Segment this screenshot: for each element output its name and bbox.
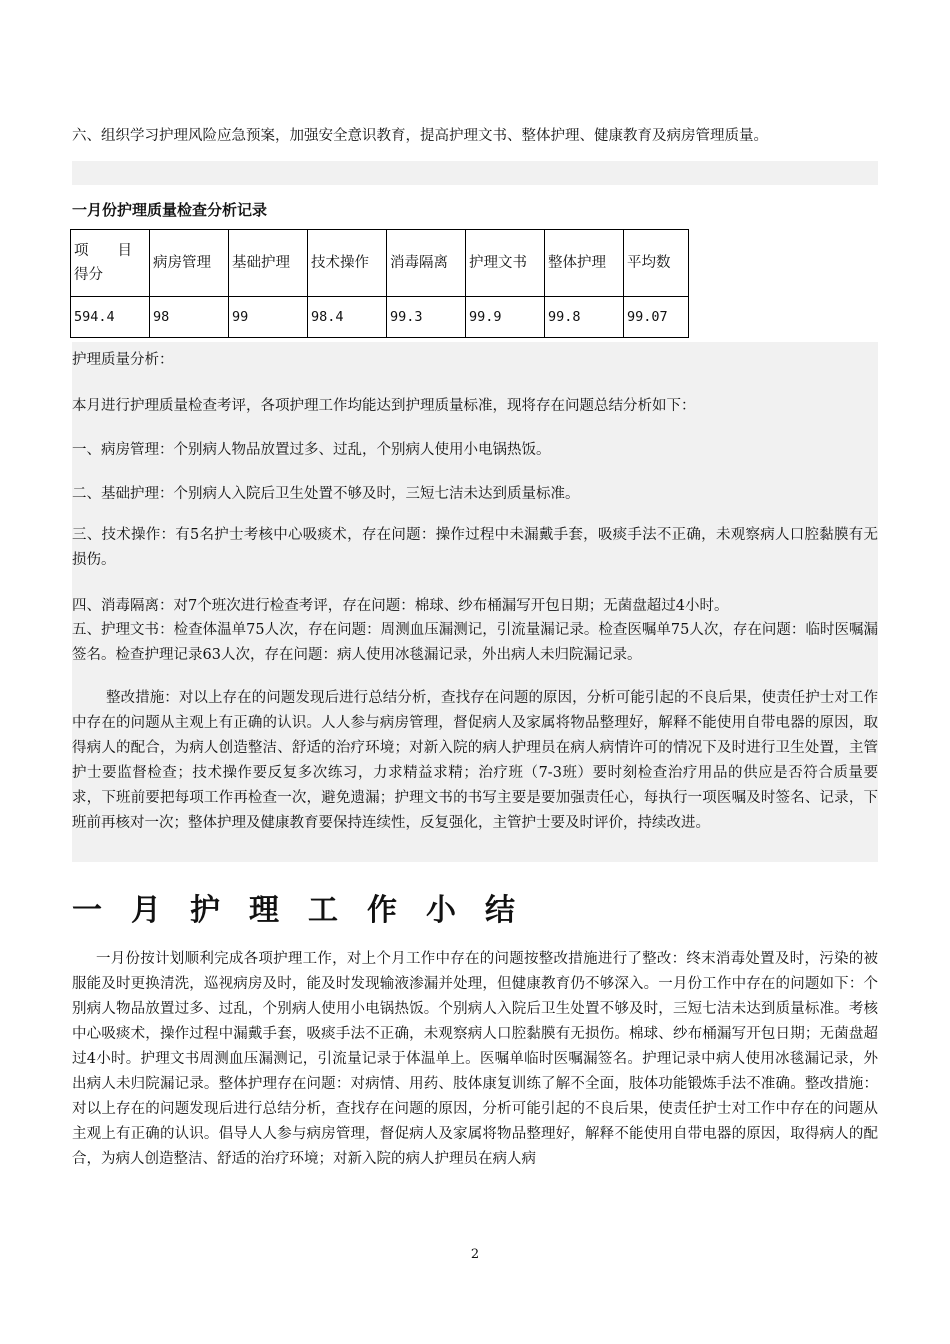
issue-technical-operation: 三、技术操作：有5名护士考核中心吸痰术，存在问题：操作过程中未漏戴手套，吸痰手法不正确，未观察病人口腔黏膜有无损伤。 — [72, 527, 878, 568]
value-cell: 98.4 — [308, 297, 387, 338]
issue-disinfection: 四、消毒隔离：对7个班次进行检查考评，存在问题：棉球、纱布桶漏写开包日期；无菌盘超过4小时。 — [72, 598, 729, 614]
summary-title: 一月护理工作小结 — [72, 893, 544, 928]
analysis-intro: 本月进行护理质量检查考评，各项护理工作均能达到护理质量标准，现将存在问题总结分析如下： — [72, 398, 696, 414]
summary-body: 一月份按计划顺利完成各项护理工作，对上个月工作中存在的问题按整改措施进行了整改：终末消毒处置及时，污染的被服能及时更换清洗，巡视病房及时，能及时发现输液渗漏并处理，但健康教育仍不够深入。一月份工作中存在的问题如下：个别病人物品放置过多、过乱，个别病人使用小电锅热饭。个别病人入院后卫生处置不够及时，三短七洁未达到质量标准。考核中心吸痰术，操作过程中漏戴手套，吸痰手法不正确，未观察病人口腔黏膜有无损伤。棉球、纱布桶漏写开包日期；无菌盘超过4小时。护理文书周测血压漏测记，引流量记录于体温单上。医嘱单临时医嘱漏签名。护理记录中病人使用冰毯漏记录，外出病人未归院漏记录。整体护理存在问题：对病情、用药、肢体康复训练了解不全面，肢体功能锻炼手法不准确。整改措施：对以上存在的问题发现后进行总结分析，查找存在问题的原因，分析可能引起的不良后果，使责任护士对工作中存在的问题从主观上有正确的认识。倡导人人参与病房管理，督促病人及家属将物品整理好，解释不能使用自带电器的原因，取得病人的配合，为病人创造整洁、舒适的治疗环境；对新入院的病人护理员在病人病 — [72, 951, 878, 1167]
header-cell: 消毒隔离 — [387, 230, 466, 297]
quality-table — [70, 229, 689, 338]
issue-nursing-documents: 五、护理文书：检查体温单75人次，存在问题：周测血压漏测记，引流量漏记录。检查医嘱单75人次，存在问题：临时医嘱漏签名。检查护理记录63人次，存在问题：病人使用冰毯漏记录，外出病人未归院漏记录。 — [72, 622, 878, 663]
shaded-blank-line — [72, 161, 878, 185]
table-value-row — [71, 297, 689, 338]
value-cell: 99 — [229, 297, 308, 338]
table-title: 一月份护理质量检查分析记录 — [72, 201, 268, 219]
header-cell: 平均数 — [624, 230, 689, 297]
value-cell: 99.9 — [466, 297, 545, 338]
header-cell: 项 目得分 — [71, 230, 150, 297]
value-cell: 99.8 — [545, 297, 624, 338]
item-six: 六、组织学习护理风险应急预案，加强安全意识教育，提高护理文书、整体护理、健康教育及病房管理质量。 — [72, 128, 768, 144]
rectification-measures: 整改措施：对以上存在的问题发现后进行总结分析，查找存在问题的原因，分析可能引起的不良后果，使责任护士对工作中存在的问题从主观上有正确的认识。人人参与病房管理，督促病人及家属将物品整理好，解释不能使用自带电器的原因，取得病人的配合，为病人创造整洁、舒适的治疗环境；对新入院的病人护理员在病人病情许可的情况下及时进行卫生处置，主管护士要监督检查；技术操作要反复多次练习，力求精益求精；治疗班（7-3班）要时刻检查治疗用品的供应是否符合质量要求，下班前要把每项工作再检查一次，避免遗漏；护理文书的书写主要是要加强责任心，每执行一项医嘱及时签名、记录，下班前再核对一次；整体护理及健康教育要保持连续性，反复强化，主管护士要及时评价，持续改进。 — [72, 690, 878, 831]
header-cell: 护理文书 — [466, 230, 545, 297]
header-cell: 基础护理 — [229, 230, 308, 297]
value-cell: 99.07 — [624, 297, 689, 338]
header-cell: 病房管理 — [150, 230, 229, 297]
issue-ward-management: 一、病房管理：个别病人物品放置过多、过乱，个别病人使用小电锅热饭。 — [72, 442, 551, 458]
value-cell: 594.4 — [71, 297, 150, 338]
value-cell: 99.3 — [387, 297, 466, 338]
header-cell: 整体护理 — [545, 230, 624, 297]
header-cell: 技术操作 — [308, 230, 387, 297]
page-number: 2 — [470, 1247, 480, 1262]
table-header-row — [71, 230, 689, 297]
analysis-heading: 护理质量分析： — [72, 352, 174, 368]
issue-basic-nursing: 二、基础护理：个别病人入院后卫生处置不够及时，三短七洁未达到质量标准。 — [72, 486, 580, 502]
value-cell: 98 — [150, 297, 229, 338]
